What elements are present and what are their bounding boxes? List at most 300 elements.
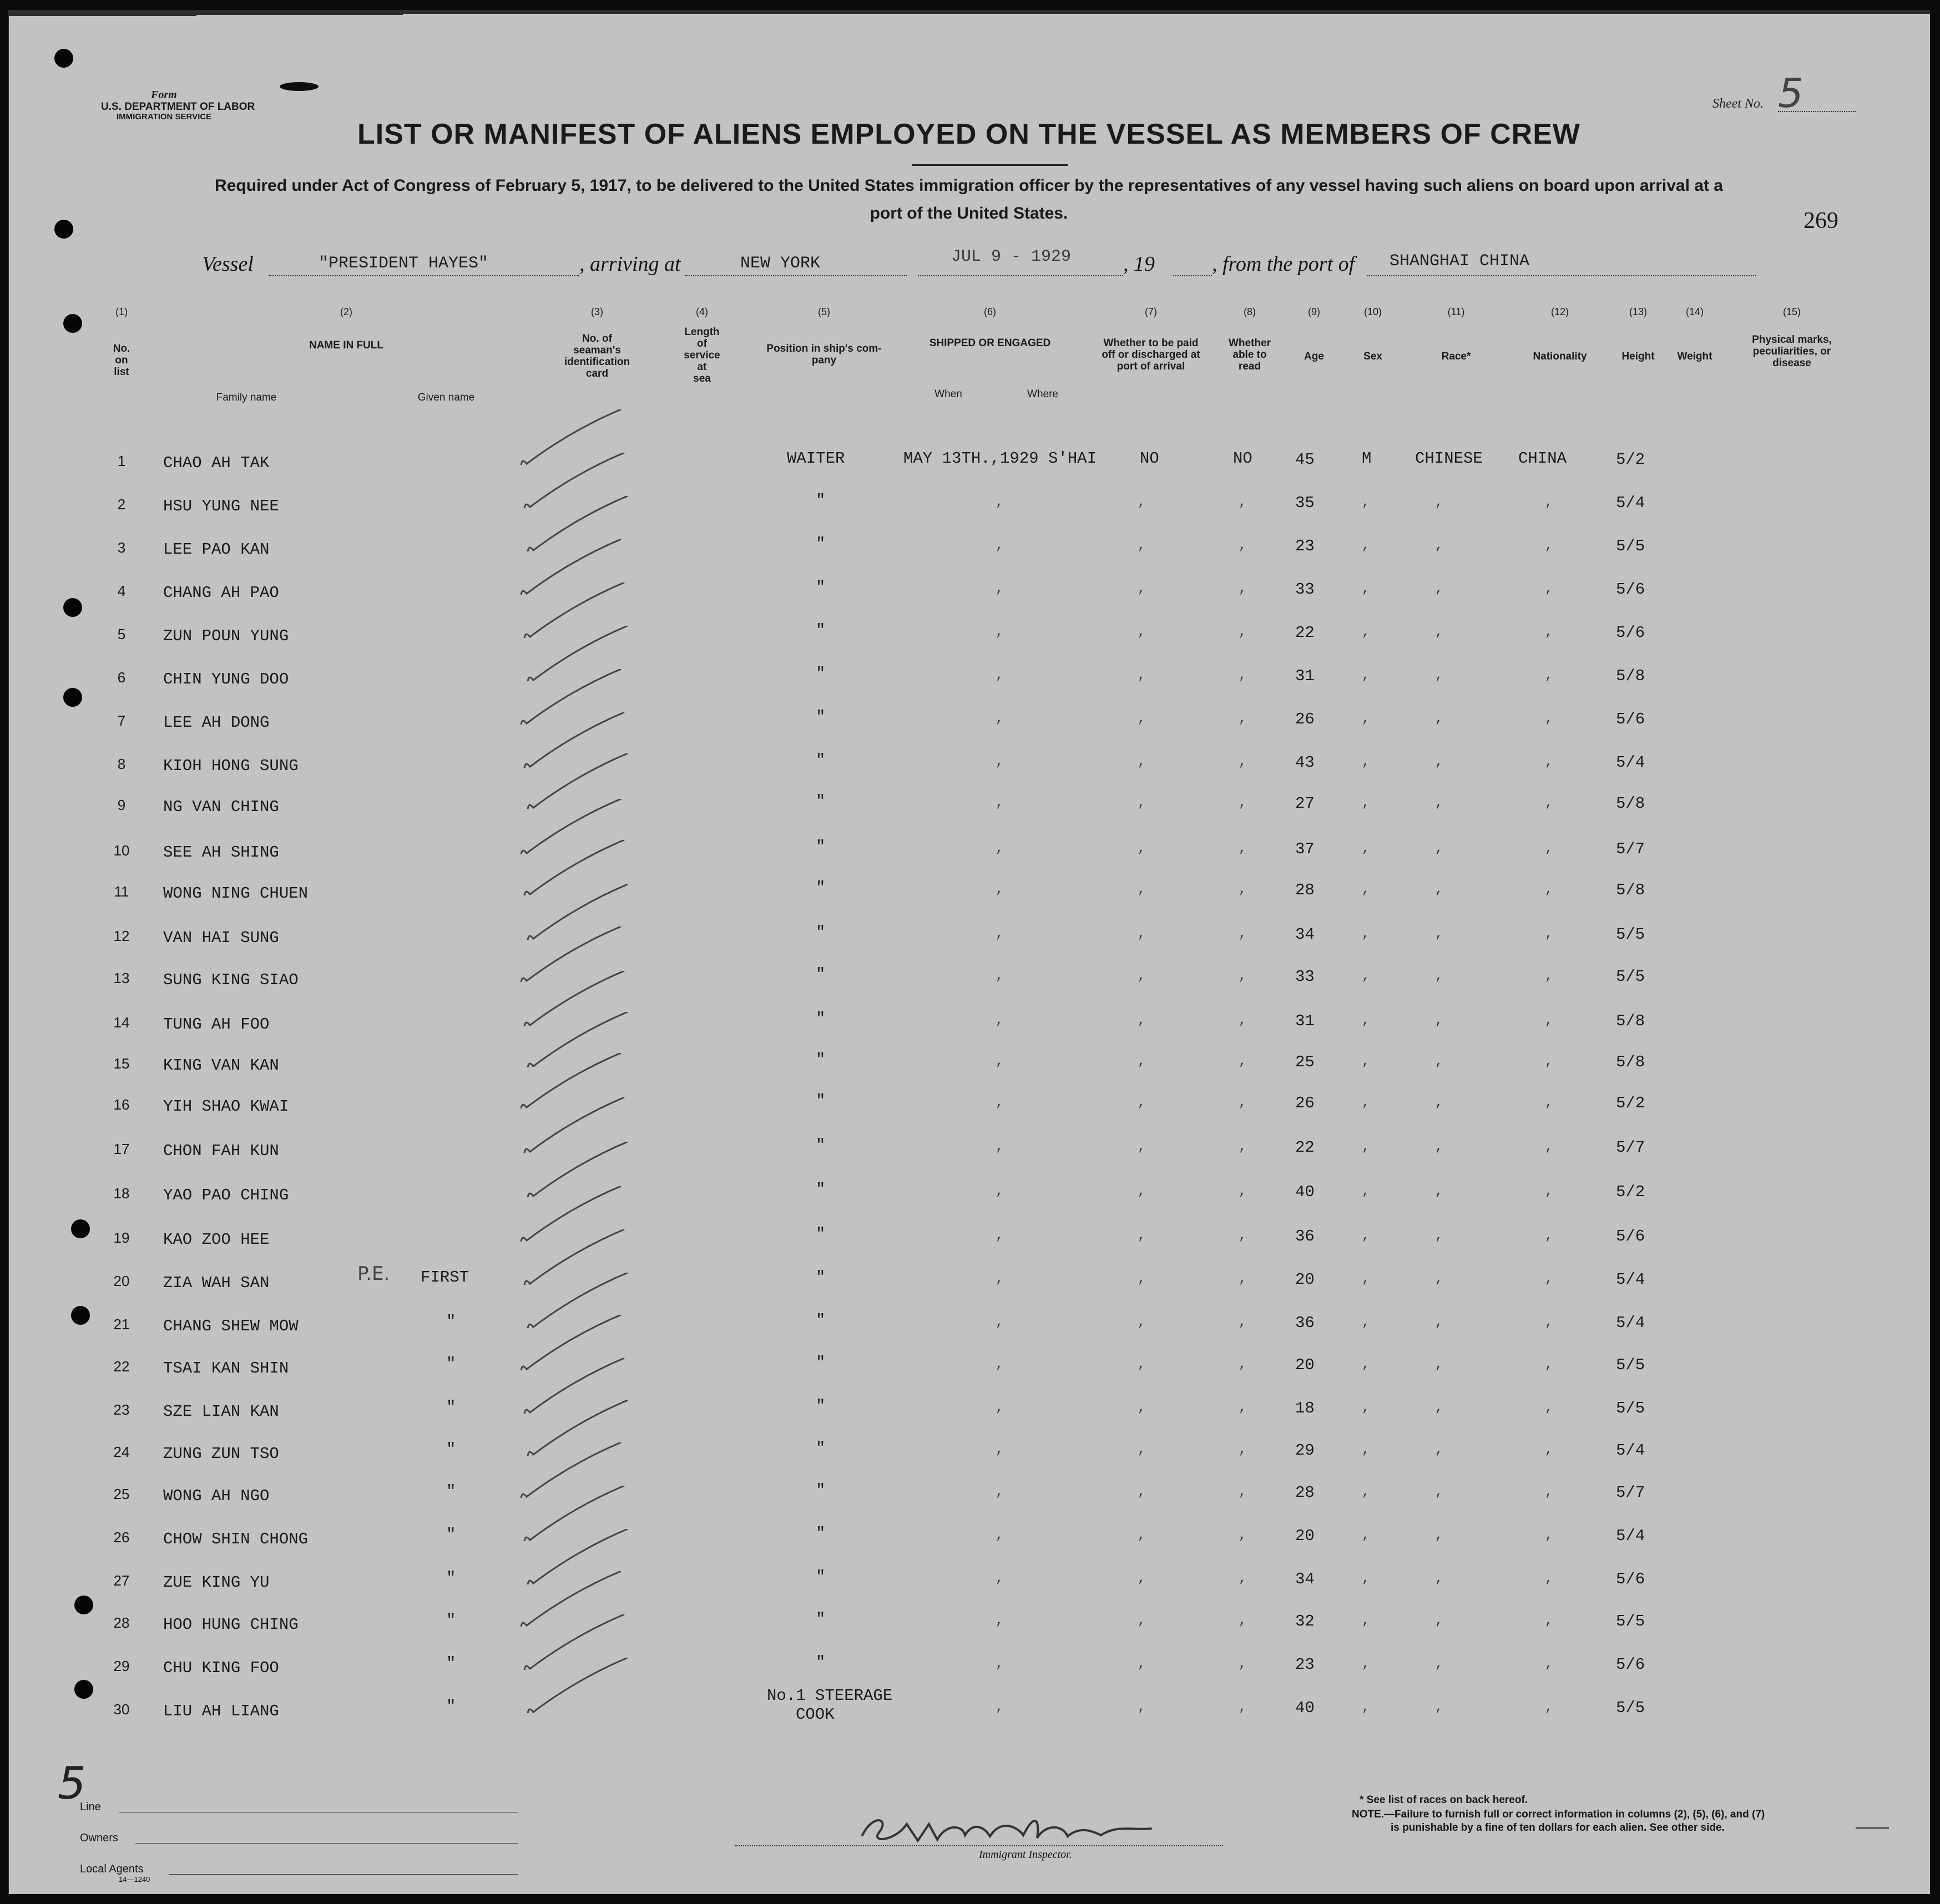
- col-header-given-name: Given name: [417, 392, 475, 403]
- ditto-tick: ,: [1239, 1228, 1247, 1243]
- ditto-tick: ,: [1435, 1657, 1443, 1672]
- position-ditto: ": [816, 1481, 826, 1500]
- ditto-tick: ,: [1138, 1571, 1146, 1586]
- ditto-tick: ,: [1362, 1528, 1370, 1543]
- position-ditto: ": [816, 1225, 826, 1243]
- ditto-tick: ,: [996, 1184, 1004, 1199]
- age: 37: [1295, 840, 1315, 858]
- col-num-11: (11): [1447, 306, 1465, 317]
- row-number: 30: [113, 1701, 130, 1718]
- ditto-tick: ,: [1545, 1095, 1553, 1110]
- age: 32: [1295, 1612, 1315, 1630]
- ditto-tick: ,: [996, 625, 1004, 640]
- row-number: 26: [113, 1529, 130, 1546]
- ditto-tick: ,: [1239, 1485, 1247, 1500]
- form-label: Form: [151, 89, 177, 101]
- ditto-tick: ,: [996, 1528, 1004, 1543]
- ditto-tick: ,: [1239, 1613, 1247, 1628]
- position-ditto: ": [816, 1397, 826, 1415]
- row-number: 13: [113, 970, 130, 986]
- ditto-tick: ,: [1239, 1442, 1247, 1457]
- subtitle-line-2: port of the United States.: [870, 204, 1068, 222]
- ditto-tick: ,: [1362, 1442, 1370, 1457]
- margin-mark: 5: [58, 1758, 86, 1809]
- height: 5/4: [1616, 1527, 1645, 1545]
- col-num-2: (2): [340, 306, 352, 317]
- ditto-tick: ,: [1362, 1613, 1370, 1628]
- ditto-tick: ,: [996, 1442, 1004, 1457]
- ditto-tick: ,: [1138, 1054, 1146, 1069]
- ditto-tick: ,: [1435, 1485, 1443, 1500]
- given-name-ditto: ": [446, 1654, 456, 1673]
- height: 5/4: [1616, 753, 1645, 772]
- ditto-tick: ,: [1239, 1272, 1247, 1287]
- family-name: ZUN POUN YUNG: [163, 627, 289, 645]
- ditto-tick: ,: [996, 581, 1004, 596]
- position-ditto: ": [816, 535, 826, 553]
- line-label: Line: [80, 1801, 101, 1813]
- ditto-tick: ,: [1362, 1315, 1370, 1330]
- sheet-label: Sheet No.: [1712, 97, 1764, 111]
- ditto-tick: ,: [1138, 882, 1146, 897]
- ditto-tick: ,: [1435, 1613, 1443, 1628]
- ditto-tick: ,: [1362, 1357, 1370, 1372]
- arriving-label: , arriving at: [579, 252, 681, 276]
- row-number: 22: [113, 1358, 130, 1375]
- inspector-label: Immigrant Inspector.: [979, 1849, 1072, 1861]
- family-name: CHU KING FOO: [163, 1659, 279, 1677]
- ditto-tick: ,: [1545, 1272, 1553, 1287]
- ditto-tick: ,: [1138, 495, 1146, 510]
- ditto-tick: ,: [1362, 1095, 1370, 1110]
- ditto-tick: ,: [1545, 1228, 1553, 1243]
- col-num-3: (3): [591, 306, 603, 317]
- family-name: SEE AH SHING: [163, 843, 279, 862]
- height: 5/7: [1616, 840, 1645, 858]
- age: 36: [1295, 1314, 1315, 1332]
- col-num-5: (5): [818, 306, 830, 317]
- col-num-15: (15): [1782, 306, 1801, 317]
- ditto-tick: ,: [1362, 1272, 1370, 1287]
- ditto-tick: ,: [1545, 882, 1553, 897]
- position-ditto: ": [816, 1136, 826, 1154]
- last-row-position-1: No.1 STEERAGE: [767, 1687, 893, 1705]
- family-name: ZUNG ZUN TSO: [163, 1445, 279, 1463]
- age: 28: [1295, 881, 1315, 899]
- ditto-tick: ,: [996, 754, 1004, 769]
- owners-underline: [135, 1843, 518, 1844]
- position-ditto: ": [816, 965, 826, 984]
- ditto-tick: ,: [1435, 882, 1443, 897]
- row-number: 17: [113, 1141, 130, 1157]
- ditto-tick: ,: [1239, 1657, 1247, 1672]
- given-name-ditto: ": [446, 1313, 456, 1331]
- row-number: 5: [117, 626, 126, 642]
- ditto-tick: ,: [1362, 1400, 1370, 1415]
- ditto-tick: ,: [1239, 969, 1247, 984]
- family-name: KAO ZOO HEE: [163, 1230, 270, 1249]
- position-ditto: ": [816, 1051, 826, 1069]
- ditto-tick: ,: [1362, 1184, 1370, 1199]
- ditto-tick: ,: [1138, 1315, 1146, 1330]
- page-number: 269: [1803, 208, 1838, 234]
- height: 5/8: [1616, 794, 1645, 813]
- ditto-tick: ,: [1435, 1095, 1443, 1110]
- given-name-ditto: ": [446, 1398, 456, 1416]
- ditto-tick: ,: [1138, 1700, 1146, 1715]
- last-row-position-2: COOK: [796, 1705, 835, 1724]
- age: 40: [1295, 1183, 1315, 1201]
- family-name: KING VAN KAN: [163, 1056, 279, 1075]
- ditto-tick: ,: [996, 1357, 1004, 1372]
- inspector-underline: [735, 1845, 1223, 1846]
- able-to-read: NO: [1233, 449, 1252, 468]
- ditto-tick: ,: [1545, 538, 1553, 553]
- ditto-tick: ,: [1362, 1485, 1370, 1500]
- family-name: ZUE KING YU: [163, 1573, 270, 1592]
- position-ditto: ": [816, 838, 826, 856]
- ditto-tick: ,: [1545, 1357, 1553, 1372]
- agents-label: Local Agents: [80, 1863, 144, 1875]
- ditto-tick: ,: [1239, 625, 1247, 640]
- ditto-tick: ,: [996, 1700, 1004, 1715]
- ditto-tick: ,: [1362, 495, 1370, 510]
- family-name: HSU YUNG NEE: [163, 497, 279, 515]
- age: 33: [1295, 968, 1315, 986]
- family-name: TSAI KAN SHIN: [163, 1359, 289, 1378]
- position-ditto: ": [816, 1181, 826, 1199]
- department-label: U.S. DEPARTMENT OF LABOR: [101, 101, 255, 113]
- ditto-tick: ,: [996, 711, 1004, 726]
- ditto-tick: ,: [1545, 625, 1553, 640]
- stamp-date: JUL 9 - 1929: [951, 247, 1072, 266]
- ditto-tick: ,: [1435, 754, 1443, 769]
- col-num-10: (10): [1363, 306, 1382, 317]
- height: 5/5: [1616, 1399, 1645, 1417]
- col-header-id-card: No. of seaman's identification card: [564, 333, 630, 379]
- ditto-tick: ,: [1545, 581, 1553, 596]
- ditto-tick: ,: [1545, 754, 1553, 769]
- ditto-tick: ,: [1435, 495, 1443, 510]
- height: 5/8: [1616, 667, 1645, 685]
- ditto-tick: ,: [1239, 1054, 1247, 1069]
- col-num-4: (4): [696, 306, 708, 317]
- family-name: CHANG SHEW MOW: [163, 1317, 299, 1335]
- height: 5/7: [1616, 1483, 1645, 1502]
- position-ditto: ": [816, 1568, 826, 1586]
- given-name-ditto: ": [446, 1569, 456, 1587]
- height: 5/4: [1616, 494, 1645, 512]
- family-name: LEE AH DONG: [163, 713, 270, 732]
- ditto-tick: ,: [1138, 1357, 1146, 1372]
- family-name: YAO PAO CHING: [163, 1186, 289, 1204]
- ditto-tick: ,: [1138, 1228, 1146, 1243]
- ditto-tick: ,: [996, 1228, 1004, 1243]
- row-number: 1: [117, 453, 126, 469]
- ditto-tick: ,: [1138, 538, 1146, 553]
- ditto-tick: ,: [1138, 1184, 1146, 1199]
- ditto-tick: ,: [1239, 1013, 1247, 1028]
- age: 23: [1295, 1655, 1315, 1674]
- age: 34: [1295, 1570, 1315, 1588]
- ditto-tick: ,: [1435, 796, 1443, 811]
- ditto-tick: ,: [1435, 1700, 1443, 1715]
- ditto-tick: ,: [1435, 538, 1443, 553]
- age: 20: [1295, 1527, 1315, 1545]
- ditto-tick: ,: [1362, 581, 1370, 596]
- col-header-race: Race*: [1441, 351, 1471, 362]
- given-name-ditto: ": [446, 1440, 456, 1459]
- ditto-tick: ,: [1138, 1442, 1146, 1457]
- ditto-tick: ,: [1138, 581, 1146, 596]
- row-number: 21: [113, 1316, 130, 1333]
- height: 5/5: [1616, 1612, 1645, 1630]
- age: 31: [1295, 1012, 1315, 1030]
- col-header-shipped: SHIPPED OR ENGAGED: [929, 337, 1051, 349]
- age: 20: [1295, 1356, 1315, 1374]
- height: 5/2: [1616, 450, 1645, 469]
- col-header-physical-marks: Physical marks, peculiarities, or disease: [1752, 334, 1832, 369]
- ditto-tick: ,: [1545, 1400, 1553, 1415]
- height: 5/2: [1616, 1183, 1645, 1201]
- shipped-when-where: MAY 13TH.,1929 S'HAI: [903, 449, 1097, 468]
- ditto-tick: ,: [996, 1315, 1004, 1330]
- row-number: 2: [117, 496, 126, 513]
- ditto-tick: ,: [1435, 969, 1443, 984]
- ditto-tick: ,: [996, 1140, 1004, 1154]
- col-header-height: Height: [1621, 351, 1655, 362]
- col-num-13: (13): [1629, 306, 1647, 317]
- ditto-tick: ,: [996, 969, 1004, 984]
- ditto-tick: ,: [1138, 1528, 1146, 1543]
- position-ditto: ": [816, 578, 826, 596]
- row-number: 16: [113, 1096, 130, 1113]
- ditto-tick: ,: [1239, 1357, 1247, 1372]
- ditto-tick: ,: [1239, 754, 1247, 769]
- ditto-tick: ,: [1545, 796, 1553, 811]
- ditto-tick: ,: [1362, 1571, 1370, 1586]
- height: 5/4: [1616, 1270, 1645, 1289]
- ditto-tick: ,: [1239, 1700, 1247, 1715]
- col-num-6: (6): [984, 306, 996, 317]
- row-number: 18: [113, 1185, 130, 1202]
- height: 5/6: [1616, 1227, 1645, 1245]
- ditto-tick: ,: [1138, 1657, 1146, 1672]
- height: 5/8: [1616, 1012, 1645, 1030]
- ditto-tick: ,: [1362, 796, 1370, 811]
- ditto-tick: ,: [1545, 495, 1553, 510]
- col-num-14: (14): [1685, 306, 1704, 317]
- position-ditto: ": [816, 923, 826, 941]
- ditto-tick: ,: [996, 668, 1004, 683]
- ditto-tick: ,: [1239, 1315, 1247, 1330]
- ditto-tick: ,: [996, 1657, 1004, 1672]
- position-ditto: ": [816, 792, 826, 811]
- family-name: CHOW SHIN CHONG: [163, 1530, 309, 1548]
- age: 26: [1295, 1094, 1315, 1112]
- ditto-tick: ,: [1435, 711, 1443, 726]
- family-name: SUNG KING SIAO: [163, 971, 299, 989]
- ditto-tick: ,: [1435, 1228, 1443, 1243]
- height: 5/5: [1616, 968, 1645, 986]
- height: 5/5: [1616, 1699, 1645, 1717]
- age: 27: [1295, 794, 1315, 813]
- row-number: 4: [117, 583, 126, 599]
- ditto-tick: ,: [1435, 1571, 1443, 1586]
- col-num-8: (8): [1244, 306, 1256, 317]
- race: CHINESE: [1415, 449, 1483, 468]
- family-name: KIOH HONG SUNG: [163, 757, 299, 775]
- age: 45: [1295, 450, 1315, 469]
- ditto-tick: ,: [1545, 711, 1553, 726]
- ditto-tick: ,: [1138, 1140, 1146, 1154]
- age: 22: [1295, 624, 1315, 642]
- ditto-tick: ,: [1362, 882, 1370, 897]
- nationality: CHINA: [1518, 449, 1567, 468]
- ditto-tick: ,: [1239, 1095, 1247, 1110]
- col-header-paid-off: Whether to be paid off or discharged at port of arrival: [1102, 337, 1200, 372]
- position-ditto: ": [816, 751, 826, 769]
- service-label: IMMIGRATION SERVICE: [117, 112, 212, 121]
- ditto-tick: ,: [1239, 581, 1247, 596]
- ditto-tick: ,: [1435, 625, 1443, 640]
- ditto-tick: ,: [1138, 1272, 1146, 1287]
- family-name: LEE PAO KAN: [163, 540, 270, 559]
- position-ditto: ": [816, 1610, 826, 1628]
- given-name-ditto: ": [446, 1526, 456, 1544]
- row-number: 25: [113, 1486, 130, 1502]
- age: 34: [1295, 925, 1315, 944]
- ditto-tick: ,: [1435, 1272, 1443, 1287]
- ditto-tick: ,: [996, 1272, 1004, 1287]
- ditto-tick: ,: [1138, 1095, 1146, 1110]
- ditto-tick: ,: [1138, 668, 1146, 683]
- ditto-tick: ,: [1435, 668, 1443, 683]
- ditto-tick: ,: [996, 1571, 1004, 1586]
- ditto-tick: ,: [1138, 711, 1146, 726]
- col-header-weight: Weight: [1677, 351, 1712, 362]
- ditto-tick: ,: [1545, 1054, 1553, 1069]
- ditto-tick: ,: [1239, 711, 1247, 726]
- from-label: , from the port of: [1212, 252, 1355, 276]
- row-number: 28: [113, 1614, 130, 1631]
- row-number: 6: [117, 669, 126, 686]
- ditto-tick: ,: [996, 926, 1004, 941]
- col-header-when: When: [934, 388, 962, 400]
- ditto-tick: ,: [1239, 668, 1247, 683]
- sex: M: [1362, 449, 1372, 468]
- year-label: , 19: [1123, 252, 1155, 276]
- subtitle-line-1: Required under Act of Congress of February 5, 1917, to be delivered to the United States immigration officer by the representatives of any vessel having such aliens on board upon arrival at a: [215, 176, 1723, 195]
- age: 33: [1295, 580, 1315, 599]
- from-port: SHANGHAI CHINA: [1390, 252, 1530, 271]
- height: 5/8: [1616, 1053, 1645, 1071]
- ditto-tick: ,: [1362, 668, 1370, 683]
- row-number: 27: [113, 1572, 130, 1589]
- ditto-tick: ,: [1138, 841, 1146, 856]
- family-name: ZIA WAH SAN: [163, 1274, 270, 1292]
- height: 5/7: [1616, 1138, 1645, 1157]
- agents-underline: [169, 1874, 518, 1875]
- row-number: 24: [113, 1444, 130, 1460]
- id-card-check-mark: [517, 1658, 639, 1724]
- row-number: 20: [113, 1273, 130, 1289]
- races-note: * See list of races on back hereof.: [1360, 1794, 1528, 1806]
- ditto-tick: ,: [1239, 1571, 1247, 1586]
- row-number: 10: [113, 842, 130, 859]
- ditto-tick: ,: [1138, 969, 1146, 984]
- row-number: 12: [113, 928, 130, 944]
- sheet-number: 5: [1778, 70, 1803, 117]
- age: 22: [1295, 1138, 1315, 1157]
- note-line-1: NOTE.—Failure to furnish full or correct information in columns (2), (5), (6), and (7): [1352, 1809, 1765, 1820]
- position-ditto: ": [816, 708, 826, 726]
- ditto-tick: ,: [996, 841, 1004, 856]
- ditto-tick: ,: [1362, 711, 1370, 726]
- row-number: 11: [114, 883, 129, 900]
- ditto-tick: ,: [1138, 1013, 1146, 1028]
- height: 5/5: [1616, 537, 1645, 555]
- ditto-tick: ,: [1545, 926, 1553, 941]
- col-header-service: Length of service at sea: [684, 326, 720, 384]
- ditto-tick: ,: [1435, 1013, 1443, 1028]
- margin-line: [1856, 1827, 1889, 1829]
- ditto-tick: ,: [996, 882, 1004, 897]
- age: 20: [1295, 1270, 1315, 1289]
- ditto-tick: ,: [1138, 1485, 1146, 1500]
- height: 5/6: [1616, 580, 1645, 599]
- ditto-tick: ,: [1545, 1700, 1553, 1715]
- col-header-sex: Sex: [1363, 351, 1382, 362]
- pe-note: P.E.: [357, 1263, 390, 1285]
- position-ditto: ": [816, 665, 826, 683]
- position-ditto: ": [816, 621, 826, 640]
- ditto-tick: ,: [1239, 495, 1247, 510]
- ditto-tick: ,: [1435, 581, 1443, 596]
- ditto-tick: ,: [1362, 1657, 1370, 1672]
- ditto-tick: ,: [996, 796, 1004, 811]
- height: 5/4: [1616, 1441, 1645, 1460]
- age: 40: [1295, 1699, 1315, 1717]
- ditto-tick: ,: [1362, 1054, 1370, 1069]
- position-ditto: ": [816, 492, 826, 510]
- ditto-tick: ,: [1545, 668, 1553, 683]
- row-number: 14: [113, 1014, 130, 1031]
- ditto-tick: ,: [1138, 796, 1146, 811]
- ditto-tick: ,: [1362, 1700, 1370, 1715]
- age: 35: [1295, 494, 1315, 512]
- col-num-12: (12): [1550, 306, 1569, 317]
- position-ditto: ": [816, 1010, 826, 1028]
- height: 5/6: [1616, 1655, 1645, 1674]
- inspector-signature: [840, 1802, 1195, 1852]
- ditto-tick: ,: [996, 1095, 1004, 1110]
- ditto-tick: ,: [1545, 841, 1553, 856]
- age: 36: [1295, 1227, 1315, 1245]
- position-ditto: ": [816, 1653, 826, 1672]
- family-name: CHON FAH KUN: [163, 1142, 279, 1160]
- height: 5/2: [1616, 1094, 1645, 1112]
- height: 5/8: [1616, 881, 1645, 899]
- ditto-tick: ,: [1138, 1400, 1146, 1415]
- row-number: 23: [113, 1401, 130, 1418]
- ditto-tick: ,: [1138, 1613, 1146, 1628]
- ditto-tick: ,: [1435, 1400, 1443, 1415]
- row-number: 8: [117, 756, 126, 772]
- col-header-where: Where: [1027, 388, 1058, 400]
- col-header-no: No. on list: [113, 343, 130, 378]
- height: 5/6: [1616, 624, 1645, 642]
